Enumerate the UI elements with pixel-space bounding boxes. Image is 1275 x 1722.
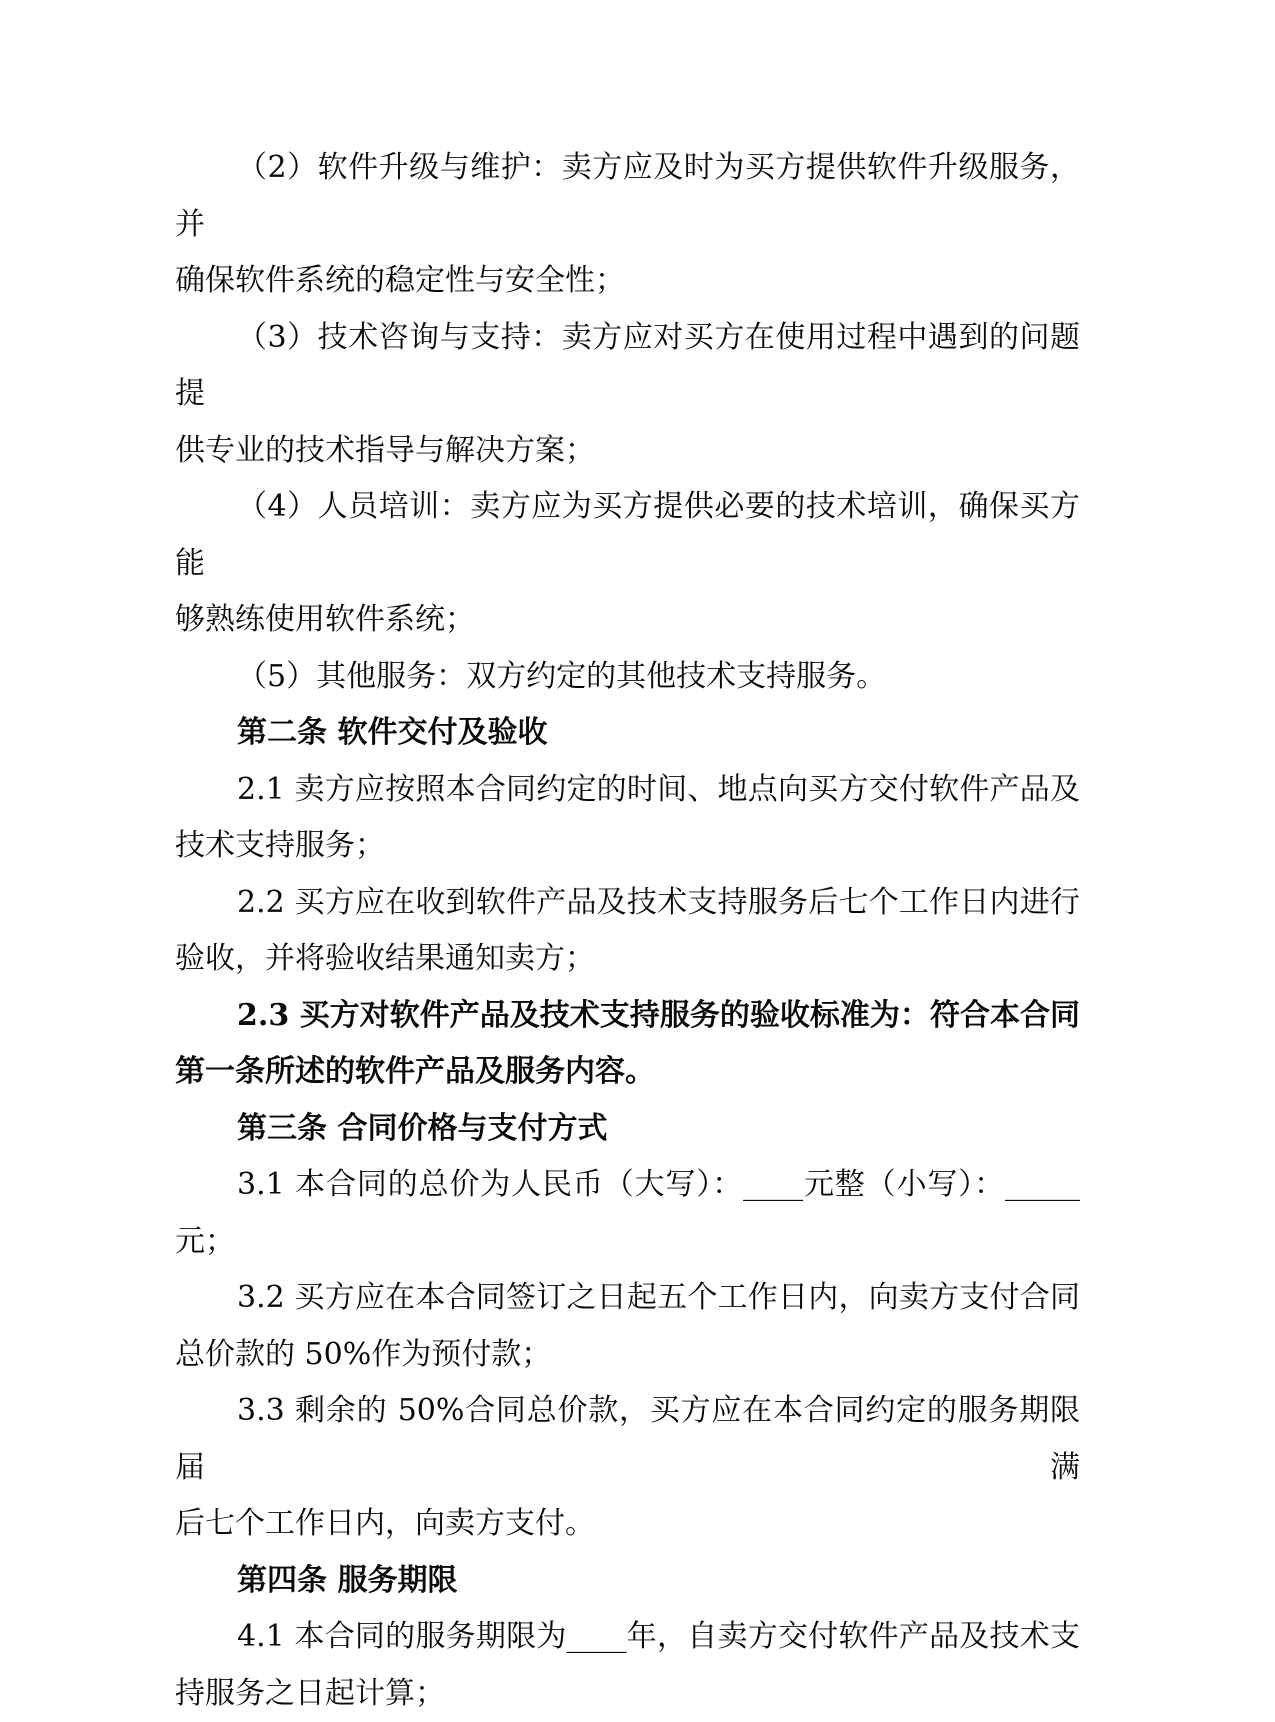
clause-line: 持服务之日起计算；	[175, 1666, 1080, 1722]
clause-line: 总价款的 50%作为预付款；	[175, 1327, 1080, 1384]
article-2-heading: 第二条 软件交付及验收	[175, 705, 1080, 762]
clause-line: （2）软件升级与维护：卖方应及时为买方提供软件升级服务，并	[175, 140, 1080, 253]
clause-line: 够熟练使用软件系统；	[175, 592, 1080, 649]
clause-line: 3.3 剩余的 50%合同总价款，买方应在本合同约定的服务期限届满	[175, 1383, 1080, 1496]
clause-line: 验收，并将验收结果通知卖方；	[175, 931, 1080, 988]
clause-line: （4）人员培训：卖方应为买方提供必要的技术培训，确保买方能	[175, 479, 1080, 592]
clause-line: 3.2 买方应在本合同签订之日起五个工作日内，向卖方支付合同	[175, 1270, 1080, 1327]
clause-line-bold: 第一条所述的软件产品及服务内容。	[175, 1044, 1080, 1101]
clause-line: 2.2 买方应在收到软件产品及技术支持服务后七个工作日内进行	[175, 875, 1080, 932]
clause-line-with-blank: 4.1 本合同的服务期限为____年，自卖方交付软件产品及技术支	[175, 1609, 1080, 1666]
article-3-heading: 第三条 合同价格与支付方式	[175, 1101, 1080, 1158]
clause-line: 后七个工作日内，向卖方支付。	[175, 1496, 1080, 1553]
clause-line: 元；	[175, 1214, 1080, 1271]
clause-line: 2.1 卖方应按照本合同约定的时间、地点向买方交付软件产品及	[175, 762, 1080, 819]
clause-line: 供专业的技术指导与解决方案；	[175, 423, 1080, 480]
clause-line: （5）其他服务：双方约定的其他技术支持服务。	[175, 649, 1080, 706]
clause-line: 确保软件系统的稳定性与安全性；	[175, 253, 1080, 310]
clause-line: 技术支持服务；	[175, 818, 1080, 875]
clause-line-bold: 2.3 买方对软件产品及技术支持服务的验收标准为：符合本合同	[175, 988, 1080, 1045]
clause-line: （3）技术咨询与支持：卖方应对买方在使用过程中遇到的问题提	[175, 310, 1080, 423]
article-4-heading: 第四条 服务期限	[175, 1553, 1080, 1610]
clause-line-with-blank: 3.1 本合同的总价为人民币（大写）：____元整（小写）：_____	[175, 1157, 1080, 1214]
